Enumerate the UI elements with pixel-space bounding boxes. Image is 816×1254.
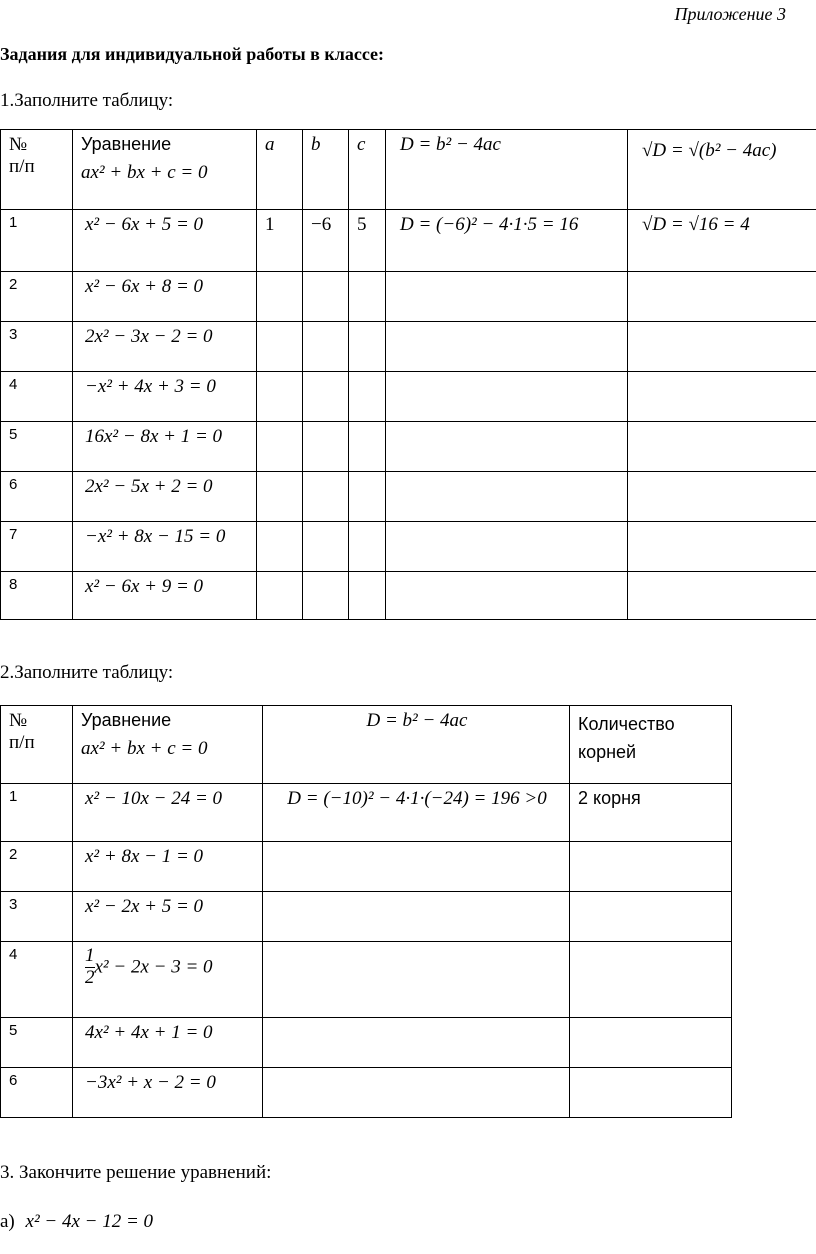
task1-header-row bbox=[1, 130, 816, 210]
fraction-denominator: 2 bbox=[85, 966, 95, 988]
row-discriminant: D = (−6)² − 4·1·5 = 16 bbox=[386, 210, 628, 272]
row-b bbox=[303, 322, 349, 372]
row-number: 7 bbox=[1, 522, 73, 572]
row-equation: 2x² − 3x − 2 = 0 bbox=[73, 322, 257, 372]
row-a bbox=[257, 322, 303, 372]
table-row bbox=[1, 784, 732, 842]
row-sqrt-discriminant bbox=[628, 422, 816, 472]
row-number: 1 bbox=[1, 784, 73, 842]
row-equation: x² − 6x + 8 = 0 bbox=[73, 272, 257, 322]
row-a bbox=[257, 272, 303, 322]
row-number: 4 bbox=[1, 942, 73, 1018]
row-c bbox=[349, 572, 386, 620]
header-discriminant: D = b² − 4ac bbox=[386, 130, 628, 210]
row-c bbox=[349, 272, 386, 322]
row-equation: −3x² + x − 2 = 0 bbox=[73, 1068, 263, 1118]
row-roots-count bbox=[570, 1018, 732, 1068]
row-number: 5 bbox=[1, 422, 73, 472]
header-equation: Уравнение ax² + bx + c = 0 bbox=[73, 706, 263, 784]
task2-table bbox=[0, 705, 732, 1118]
row-equation: 16x² − 8x + 1 = 0 bbox=[73, 422, 257, 472]
header-a: a bbox=[257, 130, 303, 210]
row-c bbox=[349, 472, 386, 522]
row-sqrt-discriminant bbox=[628, 472, 816, 522]
row-number: 3 bbox=[1, 322, 73, 372]
row-b bbox=[303, 272, 349, 322]
task1-table bbox=[0, 129, 816, 620]
row-number: 4 bbox=[1, 372, 73, 422]
task2-header-row bbox=[1, 706, 732, 784]
row-a bbox=[257, 422, 303, 472]
row-discriminant bbox=[386, 572, 628, 620]
row-sqrt-discriminant bbox=[628, 272, 816, 322]
task3-item-a bbox=[0, 1211, 153, 1233]
row-sqrt-discriminant bbox=[628, 372, 816, 422]
appendix-label: Приложение 3 bbox=[674, 4, 786, 24]
header-num: № п/п bbox=[1, 706, 73, 784]
row-equation bbox=[73, 942, 263, 1018]
row-b: −6 bbox=[303, 210, 349, 272]
row-number: 6 bbox=[1, 1068, 73, 1118]
row-equation: −x² + 8x − 15 = 0 bbox=[73, 522, 257, 572]
row-discriminant bbox=[263, 842, 570, 892]
row-discriminant bbox=[263, 1018, 570, 1068]
header-c: c bbox=[349, 130, 386, 210]
row-equation: x² + 8x − 1 = 0 bbox=[73, 842, 263, 892]
row-discriminant bbox=[386, 422, 628, 472]
row-c bbox=[349, 322, 386, 372]
row-equation: −x² + 4x + 3 = 0 bbox=[73, 372, 257, 422]
table-row bbox=[1, 1018, 732, 1068]
row-equation: 2x² − 5x + 2 = 0 bbox=[73, 472, 257, 522]
table-row bbox=[1, 572, 816, 620]
row-c bbox=[349, 422, 386, 472]
row-roots-count bbox=[570, 892, 732, 942]
row-number: 8 bbox=[1, 572, 73, 620]
row-discriminant: D = (−10)² − 4·1·(−24) = 196 >0 bbox=[263, 784, 570, 842]
row-b bbox=[303, 372, 349, 422]
row-c bbox=[349, 372, 386, 422]
row-a bbox=[257, 522, 303, 572]
row-a bbox=[257, 472, 303, 522]
row-a bbox=[257, 572, 303, 620]
equation-general-form: ax² + bx + c = 0 bbox=[81, 738, 208, 759]
table-row bbox=[1, 892, 732, 942]
row-equation: x² − 6x + 5 = 0 bbox=[73, 210, 257, 272]
row-discriminant bbox=[386, 322, 628, 372]
row-discriminant bbox=[263, 892, 570, 942]
header-roots-count: Количество корней bbox=[570, 706, 732, 784]
row-roots-count bbox=[570, 842, 732, 892]
row-sqrt-discriminant bbox=[628, 322, 816, 372]
row-discriminant bbox=[263, 1068, 570, 1118]
row-discriminant bbox=[386, 472, 628, 522]
table-row bbox=[1, 522, 816, 572]
row-discriminant bbox=[386, 272, 628, 322]
row-number: 3 bbox=[1, 892, 73, 942]
row-roots-count bbox=[570, 942, 732, 1018]
header-sqrt-discriminant: √D = √(b² − 4ac) bbox=[628, 130, 816, 210]
row-number: 6 bbox=[1, 472, 73, 522]
row-number: 2 bbox=[1, 272, 73, 322]
equation-general-form: ax² + bx + c = 0 bbox=[81, 162, 208, 183]
item-a-equation: x² − 4x − 12 = 0 bbox=[25, 1211, 154, 1232]
row-sqrt-discriminant bbox=[628, 572, 816, 620]
row-sqrt-discriminant bbox=[628, 522, 816, 572]
table-row bbox=[1, 842, 732, 892]
page-heading: Задания для индивидуальной работы в классе: bbox=[0, 44, 385, 64]
row-b bbox=[303, 522, 349, 572]
row-equation: 4x² + 4x + 1 = 0 bbox=[73, 1018, 263, 1068]
equation-text: x² − 2x − 3 = 0 bbox=[94, 956, 213, 978]
row-b bbox=[303, 472, 349, 522]
table-row bbox=[1, 372, 816, 422]
row-roots-count: 2 корня bbox=[570, 784, 732, 842]
row-discriminant bbox=[386, 522, 628, 572]
row-roots-count bbox=[570, 1068, 732, 1118]
row-equation: x² − 10x − 24 = 0 bbox=[73, 784, 263, 842]
item-a-label: а) bbox=[0, 1211, 15, 1232]
table-row bbox=[1, 422, 816, 472]
row-discriminant bbox=[386, 372, 628, 422]
table-row bbox=[1, 322, 816, 372]
task3-title: 3. Закончите решение уравнений: bbox=[0, 1162, 272, 1183]
table-row bbox=[1, 1068, 732, 1118]
header-num: № п/п bbox=[1, 130, 73, 210]
task2-title: 2.Заполните таблицу: bbox=[0, 662, 174, 683]
row-equation: x² − 6x + 9 = 0 bbox=[73, 572, 257, 620]
row-number: 1 bbox=[1, 210, 73, 272]
row-b bbox=[303, 422, 349, 472]
fraction bbox=[85, 946, 95, 989]
table-row bbox=[1, 210, 816, 272]
row-b bbox=[303, 572, 349, 620]
row-c: 5 bbox=[349, 210, 386, 272]
table-row bbox=[1, 472, 816, 522]
header-equation: Уравнение ax² + bx + c = 0 bbox=[73, 130, 257, 210]
row-number: 5 bbox=[1, 1018, 73, 1068]
task1-title: 1.Заполните таблицу: bbox=[0, 90, 174, 111]
row-number: 2 bbox=[1, 842, 73, 892]
header-b: b bbox=[303, 130, 349, 210]
table-row bbox=[1, 942, 732, 1018]
row-a bbox=[257, 372, 303, 422]
row-sqrt-discriminant: √D = √16 = 4 bbox=[628, 210, 816, 272]
row-a: 1 bbox=[257, 210, 303, 272]
row-c bbox=[349, 522, 386, 572]
row-equation: x² − 2x + 5 = 0 bbox=[73, 892, 263, 942]
fraction-numerator: 1 bbox=[85, 945, 95, 966]
row-discriminant bbox=[263, 942, 570, 1018]
header-discriminant: D = b² − 4ac bbox=[263, 706, 570, 784]
table-row bbox=[1, 272, 816, 322]
